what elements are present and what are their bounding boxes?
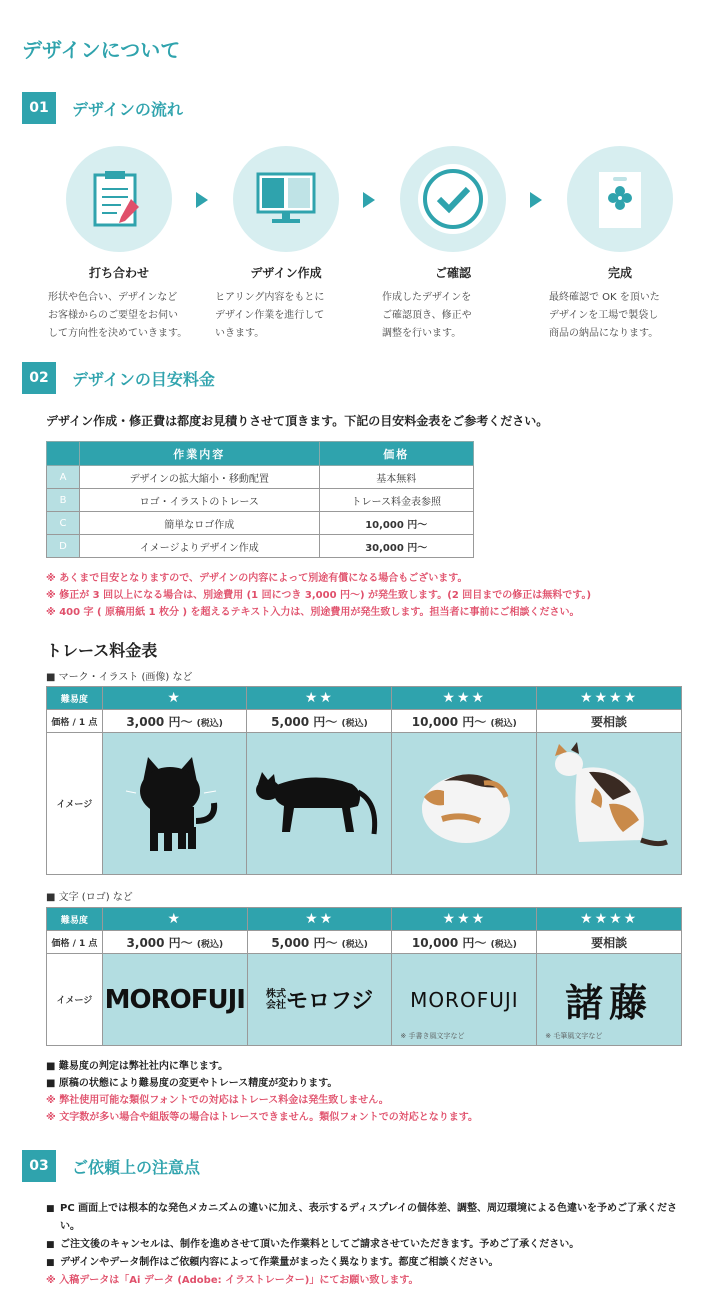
flow-desc: ヒアリング内容をもとに デザイン作業を進行して いきます。 xyxy=(215,292,325,339)
flow-circle xyxy=(233,146,339,252)
list-item: ■ ご注文後のキャンセルは、制作を進めさせて頂いた作業料としてご請求させていただきます。予めご了承ください。 xyxy=(46,1236,686,1254)
logo-sample: モロフジ xyxy=(286,989,374,1014)
note: ※ 修正が 3 回以上になる場合は、別途費用 (1 回につき 3,000 円〜) が発生致します。(2 回目までの修正は無料です。) xyxy=(46,590,592,601)
price-lead-text: デザイン作成・修正費は都度お見積りさせて頂きます。下記の目安料金表をご参考ください。 xyxy=(46,414,549,428)
level-cell: ★★ xyxy=(247,687,392,710)
price-table xyxy=(46,441,474,558)
section-header-attention xyxy=(22,1150,200,1182)
sleeping-cat-icon xyxy=(414,757,514,847)
trace-notes-warning xyxy=(46,1092,478,1126)
note: ※ あくまで目安となりますので、デザインの内容によって別途有償になる場合もございます。 xyxy=(46,573,468,584)
image-cell xyxy=(392,954,537,1046)
flow-desc: 作成したデザインを ご確認頂き、修正や 調整を行います。 xyxy=(382,292,472,339)
price-notes xyxy=(46,570,591,621)
level-cell: ★★★ xyxy=(392,908,537,931)
image-cell xyxy=(247,733,392,875)
price-cell: 5,000 円〜 (税込) xyxy=(247,931,392,954)
flow-desc: 最終確認で OK を頂いた デザインを工場で製袋し 商品の納品になります。 xyxy=(549,292,660,339)
row-label: 価格 / 1 点 xyxy=(47,710,103,733)
trace-table-illust xyxy=(46,686,682,875)
level-cell: ★★★★ xyxy=(537,908,682,931)
flow-step-confirm xyxy=(368,146,538,343)
flow-title: 完成 xyxy=(607,266,632,280)
flow-circle xyxy=(400,146,506,252)
logo-label: ■ 文字 (ロゴ) など xyxy=(46,892,133,903)
cell-note: ※ 手書き風文字など xyxy=(400,1032,465,1040)
level-cell: ★★★★ xyxy=(537,687,682,710)
section-number: 03 xyxy=(22,1150,56,1182)
sitting-cat-icon xyxy=(549,742,669,862)
image-cell xyxy=(392,733,537,875)
walking-cat-icon xyxy=(254,762,384,842)
flow-title: ご確認 xyxy=(434,266,471,280)
cat-silhouette-icon xyxy=(120,747,230,857)
image-cell xyxy=(247,954,392,1046)
note: ■ 原稿の状態により難易度の変更やトレース精度が変わります。 xyxy=(46,1078,338,1089)
price-cell: 要相談 xyxy=(537,931,682,954)
column-header: 価格 xyxy=(319,442,474,466)
row-label: 難易度 xyxy=(47,687,103,710)
image-cell xyxy=(537,733,682,875)
image-cell xyxy=(102,954,247,1046)
price-row xyxy=(47,710,682,733)
logo-sample-prefix: 株式 会社 xyxy=(266,988,287,1011)
monitor-icon xyxy=(256,172,316,226)
note: ※ 文字数が多い場合や組版等の場合はトレースできません。類似フォントでの対応となります。 xyxy=(46,1112,479,1123)
row-key: C xyxy=(47,512,80,535)
price-cell: 5,000 円〜 (税込) xyxy=(247,710,392,733)
list-item-warning: ※ 入稿データは「Ai データ (Adobe: イラストレーター)」にてお願い致します。 xyxy=(46,1275,419,1286)
table-row xyxy=(47,466,474,489)
flow-title: 打ち合わせ xyxy=(88,266,149,280)
table-row xyxy=(47,489,474,512)
page-title: デザインについて xyxy=(22,38,181,62)
flow-circle xyxy=(567,146,673,252)
image-cell xyxy=(537,954,682,1046)
difficulty-row xyxy=(47,908,682,931)
table-row xyxy=(47,512,474,535)
attention-list xyxy=(46,1200,686,1290)
note: ■ 難易度の判定は弊社社内に準じます。 xyxy=(46,1061,229,1072)
column-header: 作業内容 xyxy=(80,442,320,466)
row-key: B xyxy=(47,489,80,512)
flow-step-meeting xyxy=(34,146,204,343)
price-cell: 要相談 xyxy=(537,710,682,733)
section-title: デザインの流れ xyxy=(72,99,183,119)
price-row xyxy=(47,931,682,954)
logo-sample: MOROFUJI xyxy=(410,987,519,1012)
trace-title: トレース料金表 xyxy=(46,641,158,660)
logo-sample: MOROFUJI xyxy=(104,984,245,1015)
trace-notes xyxy=(46,1058,337,1092)
price-cell: 10,000 円〜 (税込) xyxy=(392,710,537,733)
note: ※ 弊社使用可能な類似フォントでの対応はトレース料金は発生致しません。 xyxy=(46,1095,389,1106)
image-row xyxy=(47,954,682,1046)
note: ※ 400 字 ( 原稿用紙 1 枚分 ) を超えるテキスト入力は、別途費用が発生致します。担当者に事前にご相談ください。 xyxy=(46,607,580,618)
image-row xyxy=(47,733,682,875)
flow-step-complete xyxy=(535,146,705,343)
flow-title: デザイン作成 xyxy=(250,266,322,280)
price-cell: 10,000 円〜 (税込) xyxy=(392,931,537,954)
price-cell: 3,000 円〜 (税込) xyxy=(102,710,247,733)
work-cell: イメージよりデザイン作成 xyxy=(80,535,320,558)
price-cell: 基本無料 xyxy=(319,466,474,489)
row-label: 価格 / 1 点 xyxy=(47,931,103,954)
row-key: A xyxy=(47,466,80,489)
trace-table-logo xyxy=(46,907,682,1046)
flow-circle xyxy=(66,146,172,252)
section-title: デザインの目安料金 xyxy=(72,369,215,389)
clipboard-icon xyxy=(91,169,147,229)
section-header-flow xyxy=(22,92,183,124)
check-icon xyxy=(413,159,493,239)
section-number: 01 xyxy=(22,92,56,124)
logo-sample: 諸藤 xyxy=(565,980,654,1025)
row-label: 難易度 xyxy=(47,908,103,931)
section-title: ご依頼上の注意点 xyxy=(72,1157,201,1177)
difficulty-row xyxy=(47,687,682,710)
illust-label: ■ マーク・イラスト (画像) など xyxy=(46,672,193,683)
row-label: イメージ xyxy=(47,733,103,875)
bag-icon xyxy=(595,168,645,230)
table-row xyxy=(47,535,474,558)
image-cell xyxy=(102,733,247,875)
flow-desc: 形状や色合い、デザインなど お客様からのご要望をお伺い して方向性を決めていきます。 xyxy=(48,292,188,339)
row-key: D xyxy=(47,535,80,558)
flow-step-design xyxy=(201,146,371,343)
section-header-price xyxy=(22,362,215,394)
price-cell: 30,000 円〜 xyxy=(319,535,474,558)
section-number: 02 xyxy=(22,362,56,394)
work-cell: デザインの拡大縮小・移動配置 xyxy=(80,466,320,489)
row-label: イメージ xyxy=(47,954,103,1046)
price-cell: トレース料金表参照 xyxy=(319,489,474,512)
cell-note: ※ 毛筆風文字など xyxy=(545,1032,603,1040)
table-header xyxy=(47,442,474,466)
level-cell: ★ xyxy=(102,687,247,710)
work-cell: 簡単なロゴ作成 xyxy=(80,512,320,535)
price-cell: 3,000 円〜 (税込) xyxy=(102,931,247,954)
price-cell: 10,000 円〜 xyxy=(319,512,474,535)
list-item: ■ デザインやデータ制作はご依頼内容によって作業量がまったく異なります。都度ご相談ください。 xyxy=(46,1254,686,1272)
list-item: ■ PC 画面上では根本的な発色メカニズムの違いに加え、表示するディスプレイの個体差、調整、周辺環境による色違いを予めご了承ください。 xyxy=(46,1200,686,1236)
level-cell: ★★ xyxy=(247,908,392,931)
level-cell: ★★★ xyxy=(392,687,537,710)
work-cell: ロゴ・イラストのトレース xyxy=(80,489,320,512)
level-cell: ★ xyxy=(102,908,247,931)
